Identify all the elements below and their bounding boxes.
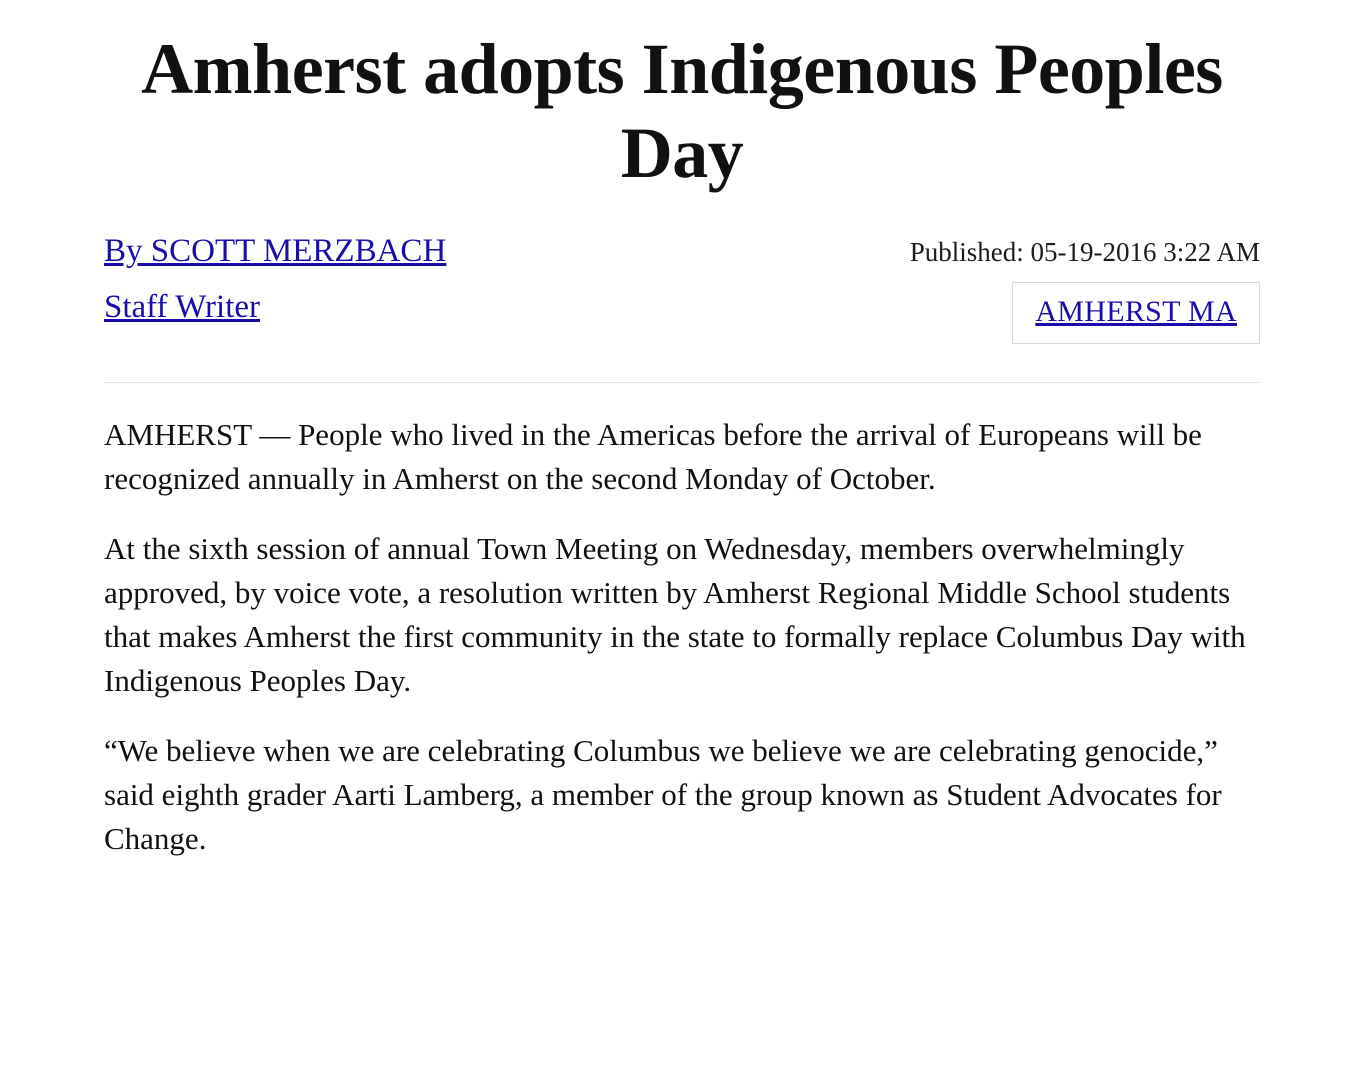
article-paragraph: At the sixth session of annual Town Meeting on Wednesday, members overwhelmingly approved, by voice vote, a resolution written by Amherst Regional Middle School students that makes Amherst the first community in the state to formally replace Columbus Day with Indigenous Peoples Day. bbox=[104, 531, 1246, 699]
article-page bbox=[0, 28, 1360, 861]
publication-info bbox=[910, 229, 1260, 344]
article-paragraph: “We believe when we are celebrating Columbus we believe we are celebrating genocide,” said eighth grader Aarti Lamberg, a member of the group known as Student Advocates for Change. bbox=[104, 733, 1222, 857]
author-link[interactable]: By SCOTT MERZBACH bbox=[104, 233, 447, 270]
divider bbox=[104, 382, 1260, 383]
published-timestamp: Published: 05-19-2016 3:22 AM bbox=[909, 237, 1260, 268]
location-link[interactable]: AMHERST MA bbox=[1035, 295, 1237, 329]
location-badge[interactable] bbox=[1012, 282, 1260, 344]
article-body bbox=[104, 413, 1260, 861]
article-paragraph: AMHERST — People who lived in the Americas before the arrival of Europeans will be recognized annually in Amherst on the second Monday of October. bbox=[104, 417, 1202, 497]
page-title: Amherst adopts Indigenous Peoples Day bbox=[141, 29, 1223, 193]
byline bbox=[104, 229, 446, 327]
author-role-link[interactable]: Staff Writer bbox=[104, 288, 260, 325]
article-meta bbox=[104, 229, 1260, 344]
